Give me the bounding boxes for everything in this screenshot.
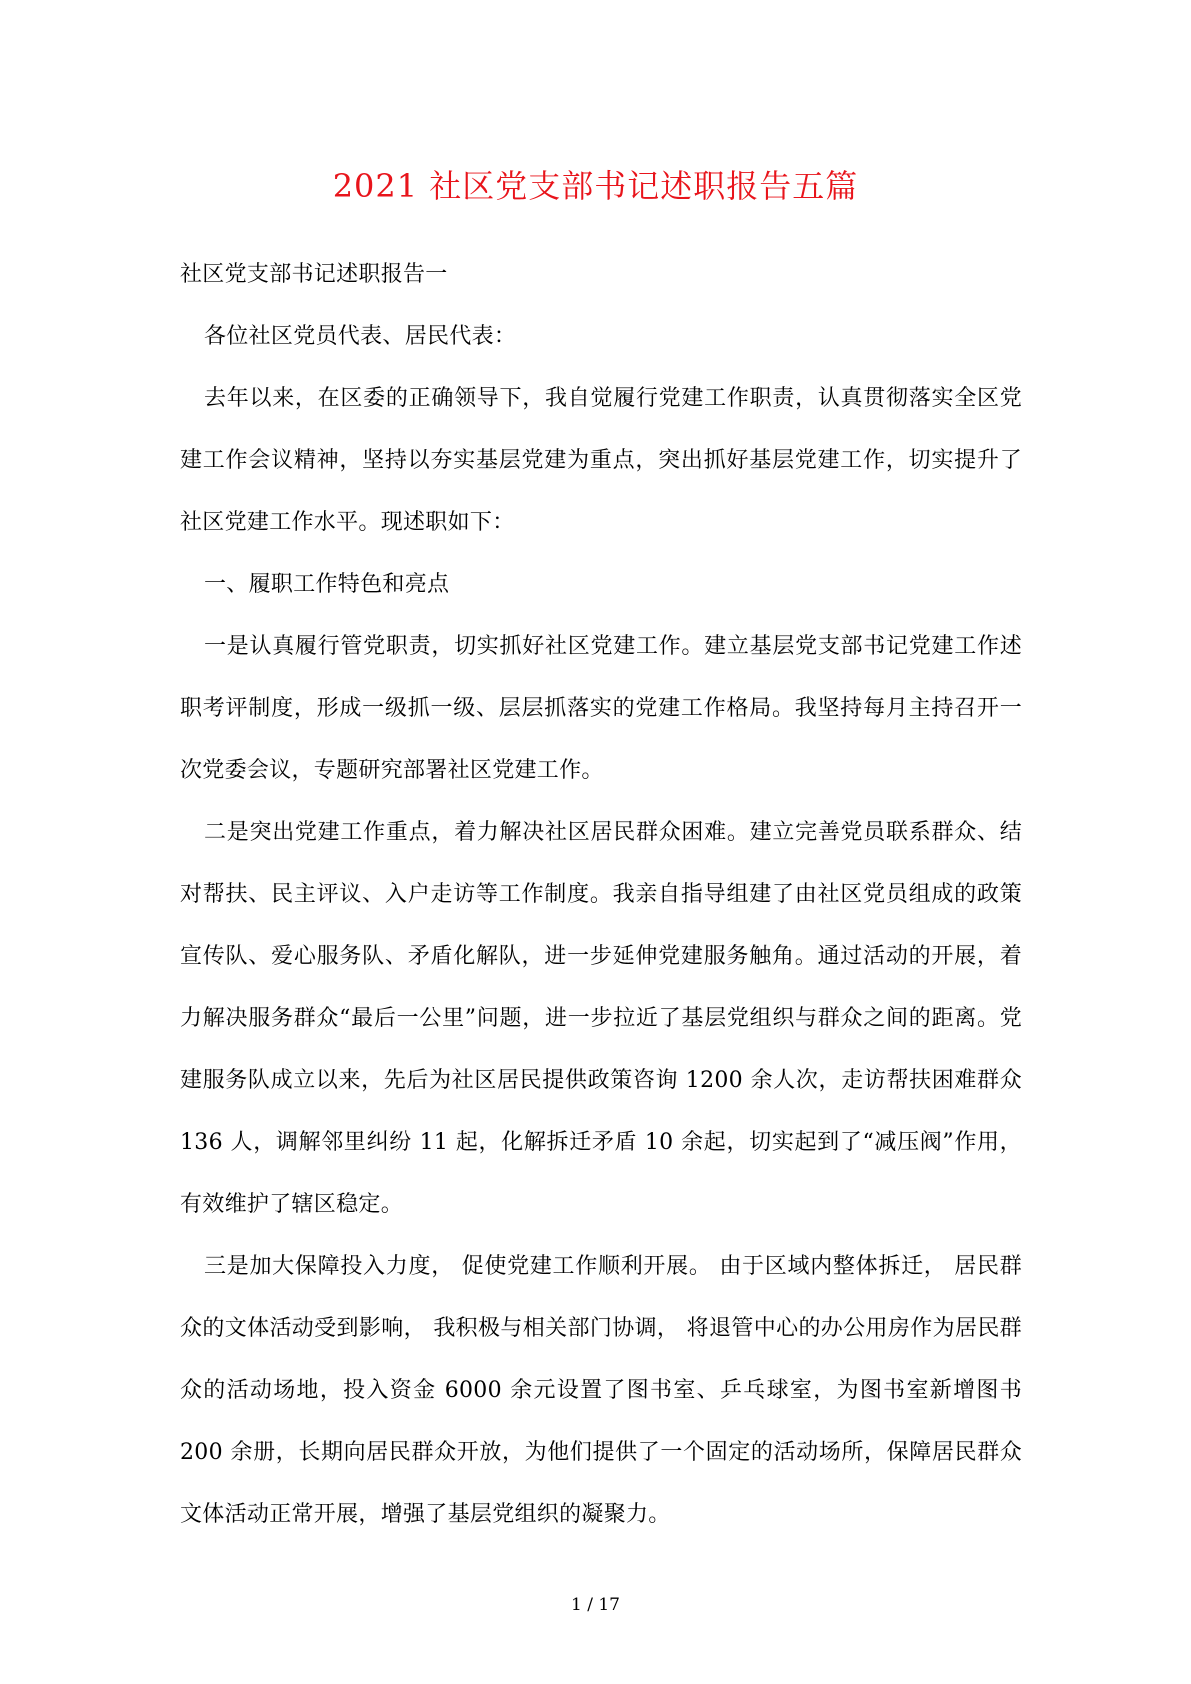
- document-body: [180, 244, 1022, 1546]
- salutation: 各位社区党员代表、居民代表：: [204, 324, 517, 349]
- section-heading-report-one: 社区党支部书记述职报告一: [180, 262, 448, 287]
- document-title: 2021 社区党支部书记述职报告五篇: [332, 167, 859, 205]
- page-number: 1 / 17: [571, 1595, 620, 1615]
- section-heading-highlights: 一、履职工作特色和亮点: [204, 572, 450, 597]
- paragraph-point-two: 二是突出党建工作重点，着力解决社区居民群众困难。建立完善党员联系群众、结对帮扶、民主评议、入户走访等工作制度。我亲自指导组建了由社区党员组成的政策宣传队、爱心服务队、矛盾化解队，进一步延伸党建服务触角。通过活动的开展，着力解决服务群众“最后一公里”问题，进一步拉近了基层党组织与群众之间的距离。党建服务队成立以来，先后为社区居民提供政策咨询 1200 余人次，走访帮扶困难群众 136 人，调解邻里纠纷 11 起，化解拆迁矛盾 10 余起，切实起到了“减压阀”作用，有效维护了辖区稳定。: [180, 820, 1022, 1217]
- intro-paragraph: 去年以来，在区委的正确领导下，我自觉履行党建工作职责，认真贯彻落实全区党建工作会议精神，坚持以夯实基层党建为重点，突出抓好基层党建工作，切实提升了社区党建工作水平。现述职如下：: [180, 386, 1022, 535]
- paragraph-point-one: 一是认真履行管党职责，切实抓好社区党建工作。建立基层党支部书记党建工作述职考评制度，形成一级抓一级、层层抓落实的党建工作格局。我坚持每月主持召开一次党委会议，专题研究部署社区党建工作。: [180, 634, 1022, 783]
- paragraph-point-three: 三是加大保障投入力度， 促使党建工作顺利开展。 由于区域内整体拆迁， 居民群众的文体活动受到影响， 我积极与相关部门协调， 将退管中心的办公用房作为居民群众的活动场地，投入资金 6000 余元设置了图书室、乒乓球室，为图书室新增图书 200 余册，长期向居民群众开放，为他们提供了一个固定的活动场所，保障居民群众文体活动正常开展，增强了基层党组织的凝聚力。: [180, 1254, 1022, 1527]
